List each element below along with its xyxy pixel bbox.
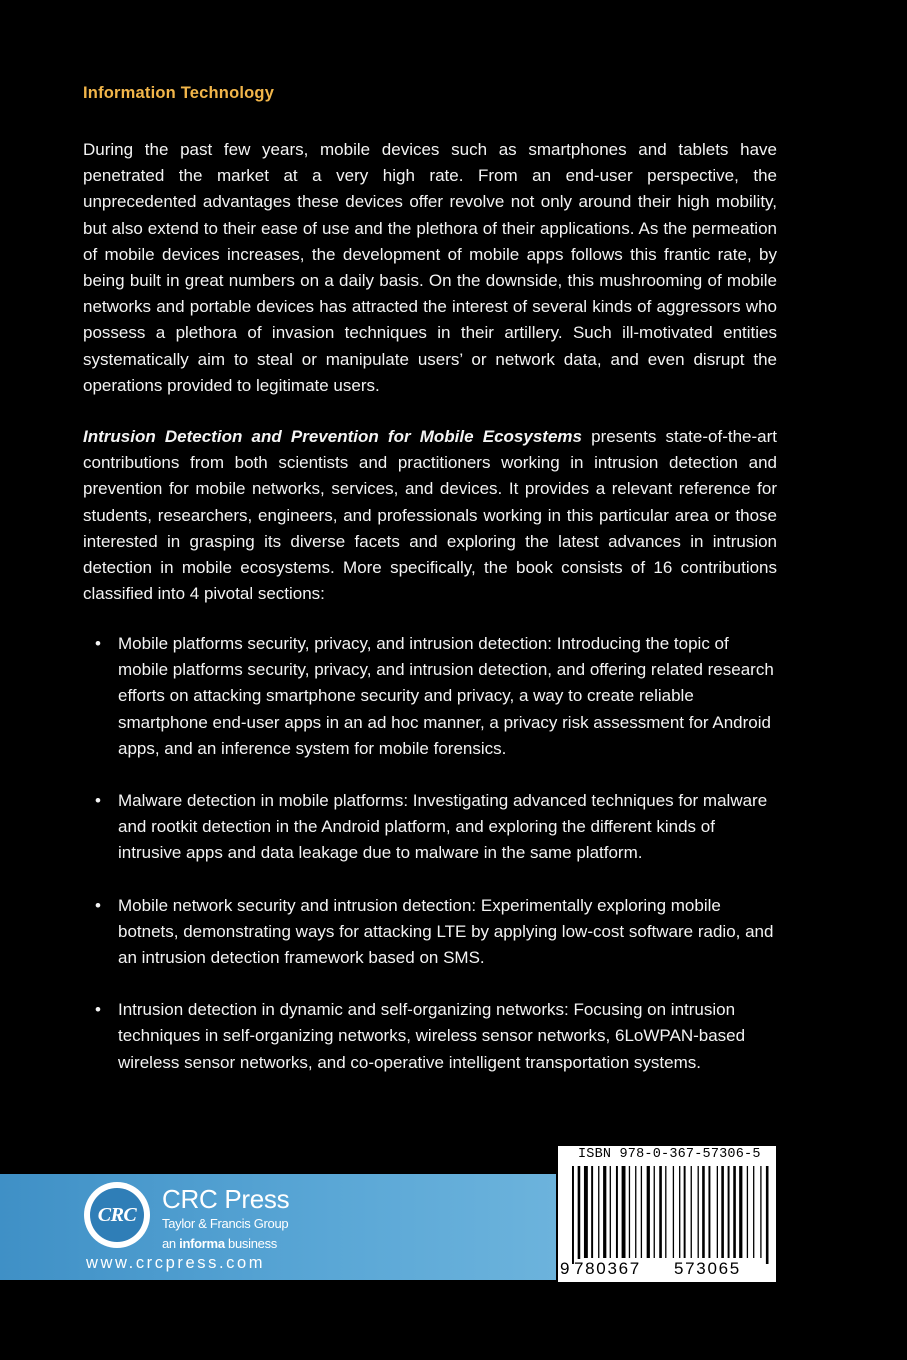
category-heading: Information Technology	[83, 84, 275, 102]
crc-logo-inner	[90, 1188, 144, 1242]
description-paragraph-2	[83, 424, 777, 607]
paragraph-2-text: presents state-of-the-art contributions from both scientists and practitioners working in intrusion detection and prevention for mobile networks, services, and devices. It provides a relevant reference for students, researchers, engineers, and professionals working in this particular area or those interested in grasping its diverse facets and exploring the latest advances in intrusion detection in mobile ecosystems. More specifically, the book consists of 16 contributions classified into 4 pivotal sections:	[83, 427, 777, 604]
list-item	[95, 788, 775, 867]
barcode-lead-digit: 9	[560, 1259, 570, 1278]
barcode-bars-icon	[558, 1164, 776, 1264]
bullet-icon: •	[95, 895, 101, 915]
crc-logo-text: CRC	[97, 1203, 137, 1226]
list-item-text: Intrusion detection in dynamic and self-organizing networks: Focusing on intrusion techniques in self-organizing networks, wireless sensor networks, 6LoWPAN-based wireless sensor networks, and co-operative intelligent transportation systems.	[118, 1000, 746, 1072]
tagline-bold: informa	[179, 1236, 225, 1251]
isbn-label: ISBN 978-0-367-57306-5	[578, 1147, 761, 1162]
publisher-url[interactable]: www.crcpress.com	[86, 1254, 266, 1272]
list-item-text: Mobile network security and intrusion detection: Experimentally exploring mobile botnets, demonstrating ways for attacking LTE by applying low-cost software radio, and an intrusion detection framework based on SMS.	[118, 895, 774, 968]
list-item	[95, 997, 775, 1076]
list-item-text: Mobile platforms security, privacy, and intrusion detection: Introducing the topic of mobile platforms security, privacy, and intrusion detection, and offering related research efforts on attacking smartphone security and privacy, a way to create reliable smartphone end-user apps in an ad hoc manner, a privacy risk assessment for Android apps, and an inference system for mobile forensics.	[118, 634, 774, 758]
publisher-group: Taylor & Francis Group	[162, 1216, 289, 1231]
tagline-prefix: an	[162, 1236, 180, 1251]
list-item	[95, 631, 775, 762]
barcode-group-2: 573065	[674, 1259, 741, 1278]
list-item	[95, 893, 775, 972]
tagline-suffix: business	[224, 1236, 277, 1251]
publisher-tagline	[162, 1236, 277, 1251]
barcode-group-1: 780367	[574, 1259, 641, 1278]
list-item-text: Malware detection in mobile platforms: Investigating advanced techniques for malware and rootkit detection in the Android platform, and exploring the different kinds of intrusive apps and data leakage due to malware in the same platform.	[118, 791, 768, 863]
bullet-icon: •	[95, 634, 101, 653]
publisher-name: CRC Press	[162, 1184, 290, 1214]
barcode	[558, 1146, 776, 1282]
book-title: Intrusion Detection and Prevention for Mobile Ecosystems	[83, 427, 582, 446]
bullet-icon: •	[95, 1000, 101, 1020]
description-paragraph-1: During the past few years, mobile devices such as smartphones and tablets have penetrated the market at a very high rate. From an end-user perspective, the unprecedented advantages these devices offer revolve not only around their high mobility, but also extend to their ease of use and the plethora of their applications. As the permeation of mobile devices increases, the development of mobile apps follows this frantic rate, by being built in great numbers on a daily basis. On the downside, this mushrooming of mobile networks and portable devices has attracted the interest of several kinds of aggressors who possess a plethora of invasion techniques in their artillery. Such ill-motivated entities systematically aim to steal or manipulate users’ or network data, and even disrupt the operations provided to legitimate users.	[83, 140, 777, 395]
crc-logo-icon	[84, 1182, 150, 1248]
sections-list	[95, 631, 775, 1102]
bullet-icon: •	[95, 791, 101, 811]
